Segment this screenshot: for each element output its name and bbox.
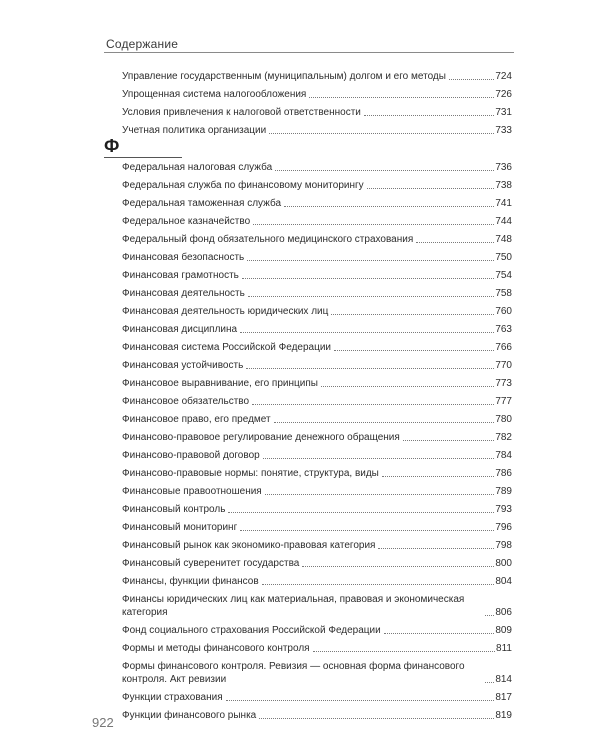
section-letter: Ф	[104, 136, 120, 156]
toc-entry[interactable]	[122, 444, 512, 462]
dot-leader	[226, 700, 495, 701]
toc-entry-page: 800	[495, 558, 512, 569]
toc-entry[interactable]	[122, 480, 512, 498]
toc-entry[interactable]	[122, 655, 512, 686]
toc-entry-page: 733	[495, 125, 512, 136]
toc-entry-title: Федеральный фонд обязательного медицинского страхования	[122, 234, 414, 245]
toc-entry[interactable]	[122, 686, 512, 704]
toc-entry[interactable]	[122, 83, 512, 101]
toc-entry-page: 780	[495, 414, 512, 425]
toc-entry-title: Учетная политика организации	[122, 125, 267, 136]
toc-entry[interactable]	[122, 552, 512, 570]
toc-entry-title: Финансовое обязательство	[122, 396, 250, 407]
toc-entry[interactable]	[122, 156, 512, 174]
toc-entry-page: 786	[495, 468, 512, 479]
toc-entry-page: 784	[495, 450, 512, 461]
dot-leader	[265, 494, 495, 495]
toc-entry[interactable]	[122, 282, 512, 300]
dot-leader	[302, 566, 494, 567]
toc-entry-page: 738	[495, 180, 512, 191]
toc-entry-title: Федеральное казначейство	[122, 216, 251, 227]
toc-entry-page: 804	[495, 576, 512, 587]
toc-entry-page: 814	[495, 674, 512, 685]
running-header: Содержание	[106, 37, 179, 51]
toc-entry-page: 777	[495, 396, 512, 407]
dot-leader	[247, 260, 494, 261]
dot-leader	[240, 332, 494, 333]
toc-entry[interactable]	[122, 637, 512, 655]
toc-entry-title: Управление государственным (муниципальным) долгом и его методы	[122, 71, 446, 82]
toc-entry-title: Финансовая деятельность	[122, 288, 245, 299]
dot-leader	[284, 206, 494, 207]
toc-entry[interactable]	[122, 408, 512, 426]
toc-entry[interactable]	[122, 174, 512, 192]
dot-leader	[364, 115, 494, 116]
toc-entry[interactable]	[122, 65, 512, 83]
toc-entry-title: Условия привлечения к налоговой ответственности	[122, 107, 361, 118]
toc-entry[interactable]	[122, 318, 512, 336]
toc-entry-page: 744	[495, 216, 512, 227]
toc-entry-title: Финансовая безопасность	[122, 252, 245, 263]
toc-entry-title: Финансовая дисциплина	[122, 324, 238, 335]
toc-entry-page: 806	[495, 607, 512, 618]
toc-entry-page: 741	[495, 198, 512, 209]
toc-entry-title: Финансово-правовые нормы: понятие, структура, виды	[122, 468, 379, 479]
toc-entry-page: 809	[495, 625, 512, 636]
toc-entry-title: Финансовый суверенитет государства	[122, 558, 300, 569]
toc-entry-page: 726	[495, 89, 512, 100]
dot-leader	[403, 440, 495, 441]
toc-entry-page: 789	[495, 486, 512, 497]
toc-entry[interactable]	[122, 336, 512, 354]
dot-leader	[485, 615, 494, 616]
toc-entry[interactable]	[122, 210, 512, 228]
toc-entry-title: Финансовое выравнивание, его принципы	[122, 378, 318, 389]
toc-entry-page: 763	[495, 324, 512, 335]
header-rule	[104, 52, 514, 53]
toc-entry-page: 817	[495, 692, 512, 703]
toc-entry[interactable]	[122, 516, 512, 534]
toc-entry-page: 819	[495, 710, 512, 721]
dot-leader	[416, 242, 494, 243]
toc-entry[interactable]	[122, 390, 512, 408]
toc-entry[interactable]	[122, 101, 512, 119]
toc-entry-title: Федеральная таможенная служба	[122, 198, 281, 209]
dot-leader	[485, 682, 494, 683]
toc-entry[interactable]	[122, 228, 512, 246]
toc-entry-title: Федеральная налоговая служба	[122, 162, 273, 173]
toc-entry-page: 796	[495, 522, 512, 533]
dot-leader	[331, 314, 494, 315]
toc-entry-title: Упрощенная система налогообложения	[122, 89, 307, 100]
toc-entry-title: Финансовый контроль	[122, 504, 226, 515]
toc-entry-title: Формы финансового контроля. Ревизия — основная форма финансового контроля. Акт ревизии	[122, 661, 465, 685]
toc-entry[interactable]	[122, 498, 512, 516]
toc-entry-page: 793	[495, 504, 512, 515]
toc-entry-title: Финансовый рынок как экономико-правовая категория	[122, 540, 376, 551]
toc-entry-page: 782	[495, 432, 512, 443]
toc-entry[interactable]	[122, 426, 512, 444]
toc-entry[interactable]	[122, 619, 512, 637]
toc-entry[interactable]	[122, 462, 512, 480]
toc-entry-title: Формы и методы финансового контроля	[122, 643, 310, 654]
toc-entry-title: Фонд социального страхования Российской Федерации	[122, 625, 381, 636]
dot-leader	[367, 188, 495, 189]
toc-entry-title: Финансовый мониторинг	[122, 522, 238, 533]
dot-leader	[449, 79, 494, 80]
toc-entry[interactable]	[122, 534, 512, 552]
toc-entry-page: 750	[495, 252, 512, 263]
toc-entry-title: Финансовое право, его предмет	[122, 414, 271, 425]
dot-leader	[259, 718, 494, 719]
toc-entry[interactable]	[122, 570, 512, 588]
toc-entry-page: 754	[495, 270, 512, 281]
toc-entry-page: 770	[495, 360, 512, 371]
page-number: 922	[92, 715, 114, 730]
toc-entry-page: 736	[495, 162, 512, 173]
dot-leader	[253, 224, 494, 225]
dot-leader	[384, 633, 495, 634]
dot-leader	[262, 584, 495, 585]
dot-leader	[252, 404, 494, 405]
toc-entry-page: 731	[495, 107, 512, 118]
toc-entry-page: 748	[495, 234, 512, 245]
toc-top-list	[122, 65, 512, 137]
toc-entry-page: 811	[496, 643, 512, 654]
toc-main-list	[122, 156, 512, 722]
dot-leader	[228, 512, 494, 513]
dot-leader	[269, 133, 494, 134]
toc-entry-title: Финансовая деятельность юридических лиц	[122, 306, 329, 317]
toc-entry[interactable]	[122, 300, 512, 318]
toc-entry-page: 760	[495, 306, 512, 317]
toc-entry-title: Финансовая система Российской Федерации	[122, 342, 331, 353]
toc-entry-page: 773	[495, 378, 512, 389]
dot-leader	[248, 296, 494, 297]
dot-leader	[382, 476, 494, 477]
toc-entry[interactable]	[122, 704, 512, 722]
toc-entry-title: Финансовая устойчивость	[122, 360, 244, 371]
dot-leader	[240, 530, 494, 531]
dot-leader	[274, 422, 495, 423]
dot-leader	[263, 458, 495, 459]
toc-entry-title: Функции финансового рынка	[122, 710, 257, 721]
toc-entry-title: Финансы юридических лиц как материальная, правовая и экономическая категория	[122, 594, 465, 618]
dot-leader	[378, 548, 494, 549]
toc-entry-page: 724	[495, 71, 512, 82]
toc-entry[interactable]	[122, 246, 512, 264]
toc-entry-page: 798	[495, 540, 512, 551]
dot-leader	[321, 386, 494, 387]
toc-entry-title: Функции страхования	[122, 692, 223, 703]
toc-entry-title: Финансово-правовое регулирование денежного обращения	[122, 432, 400, 443]
dot-leader	[275, 170, 494, 171]
toc-entry[interactable]	[122, 354, 512, 372]
toc-entry-title: Финансовые правоотношения	[122, 486, 262, 497]
toc-entry-title: Финансы, функции финансов	[122, 576, 259, 587]
dot-leader	[242, 278, 494, 279]
dot-leader	[246, 368, 494, 369]
dot-leader	[334, 350, 494, 351]
toc-entry-title: Финансовая грамотность	[122, 270, 239, 281]
toc-entry-page: 758	[495, 288, 512, 299]
toc-entry[interactable]	[122, 264, 512, 282]
toc-entry[interactable]	[122, 588, 512, 619]
toc-entry-page: 766	[495, 342, 512, 353]
toc-entry-title: Финансово-правовой договор	[122, 450, 260, 461]
dot-leader	[313, 651, 495, 652]
toc-entry[interactable]	[122, 192, 512, 210]
toc-entry[interactable]	[122, 119, 512, 137]
dot-leader	[309, 97, 494, 98]
toc-entry-title: Федеральная служба по финансовому мониторингу	[122, 180, 364, 191]
toc-entry[interactable]	[122, 372, 512, 390]
